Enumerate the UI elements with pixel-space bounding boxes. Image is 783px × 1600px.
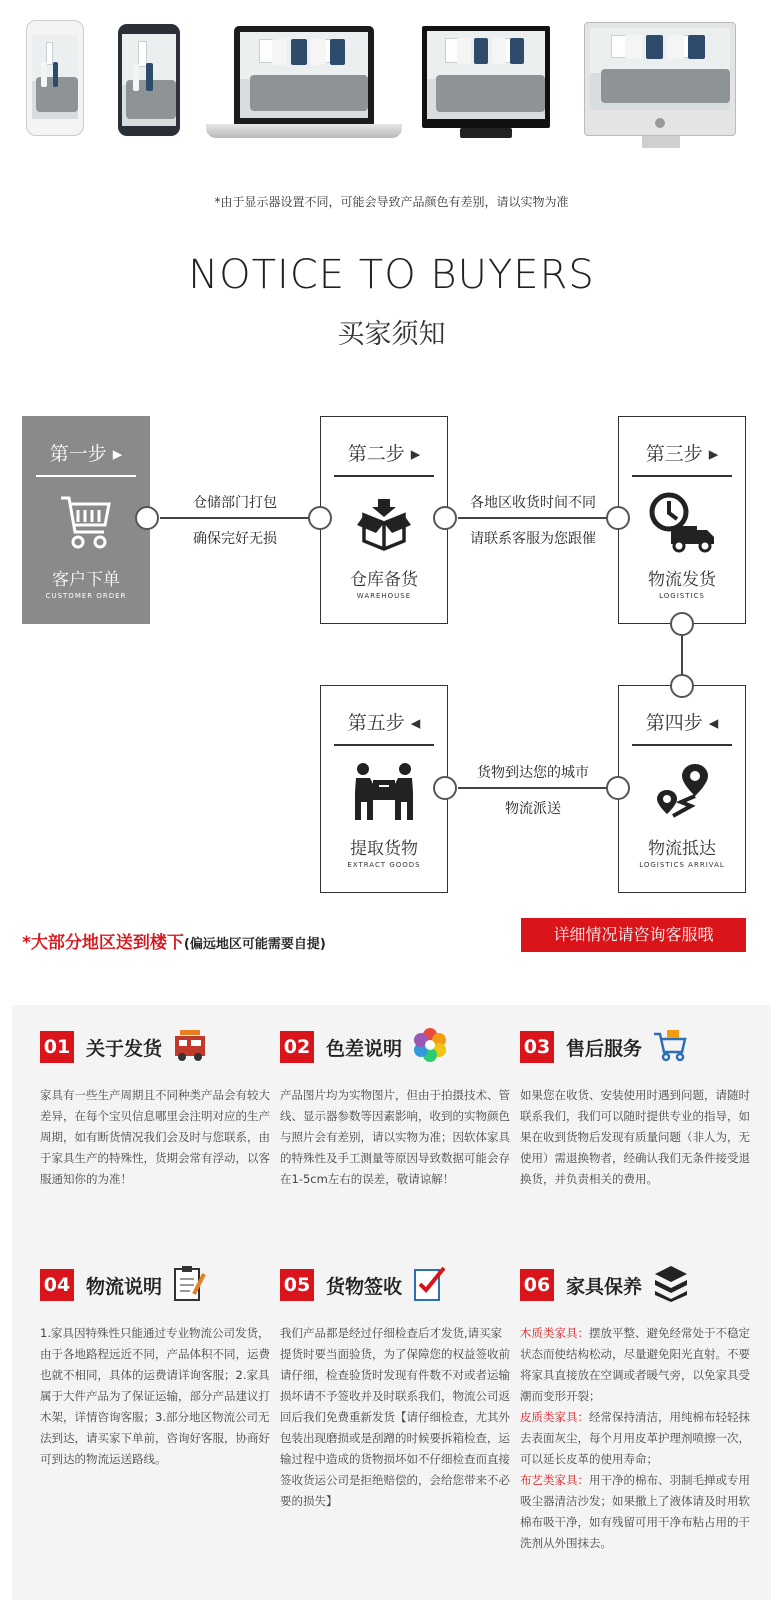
step-3-heading: 第三步 ▸ (645, 443, 719, 465)
card-after-sales (520, 1027, 750, 1190)
clipboard-pencil-icon (172, 1264, 206, 1306)
connector-line-1-2 (160, 517, 310, 519)
step-4-name: 物流抵达 (648, 839, 716, 859)
card-logistics (40, 1265, 270, 1470)
card-body: 1.家具因特殊性只能通过专业物流公司发货，由于各地路程远近不同，产品体积不同，运费也就不相同，具体的运费请详询客服；2.家具属于大件产品为了保证运输，部分产品建议打木架，详情咨询客服；3.部分地区物流公司无法到达，请买家下单前，咨询好客服，协商好可到达的物流运送路线。 (40, 1326, 270, 1466)
step-1-customer-order (22, 416, 150, 624)
consult-service-button[interactable]: 详细情况请咨询客服哦 (521, 918, 746, 952)
connector-dot (308, 506, 332, 530)
step-3-name: 物流发货 (648, 570, 716, 590)
step-4-en: LOGISTICS ARRIVAL (639, 861, 725, 869)
step-5-extract-goods (320, 685, 448, 893)
segment-text: 用干净的棉布、羽制毛掸或专用吸尘器清洁沙发；如果撒上了液体请及时用软棉布吸干净，如有残留可用干净布粘占用的干洗剂从外围抹去。 (520, 1473, 750, 1550)
card-number: 03 (520, 1031, 554, 1063)
card-maintenance (520, 1265, 750, 1554)
checklist-icon (412, 1264, 448, 1306)
color-disclaimer: *由于显示器设置不同，可能会导致产品颜色有差别，请以实物为准 (214, 195, 569, 209)
delivery-truck-icon (619, 483, 745, 563)
connector-line-4-5 (458, 787, 608, 789)
card-title: 家具保养 (566, 1275, 643, 1298)
card-color-difference (280, 1027, 510, 1190)
desktop-computer-image (584, 22, 736, 136)
step-4-heading: 第四步 ◂ (645, 712, 719, 734)
card-shipping (40, 1027, 270, 1190)
card-body: 我们产品都是经过仔细检查后才发货,请买家提货时要当面验货，为了保障您的权益签收前请仔细，检查验货时发现有件数不对或者运输损坏请不予签收并及时联系我们，物流公司返回后我们免费重新发货【请仔细检查，尤其外包装出现磨损或是刮蹭的时候要拆箱检查，运输过程中造成的货物损坏如不仔细检查而直接签收货运公司是拒绝赔偿的，会给您带来不必要的损失】 (280, 1326, 510, 1508)
connector-1-2-line2: 确保完好无损 (193, 531, 277, 547)
fire-truck-icon (172, 1028, 208, 1066)
segment-text: 经常保持清洁，用纯棉布轻轻抹去表面灰尘，每个月用皮革护理剂喷擦一次，可以延长皮革的使用寿命； (520, 1410, 750, 1466)
delivery-note-small: (偏远地区可能需要自提) (183, 937, 326, 952)
segment-text: 摆放平整、避免经常处于不稳定状态而使结构松动，尽量避免阳光直射。不要将家具直接放在空调或者暖气旁，以免家具受潮而变形开裂； (520, 1326, 750, 1403)
delivery-note (22, 928, 326, 953)
laptop-image (234, 26, 374, 124)
service-cart-icon (652, 1028, 688, 1066)
step-1-heading: 第一步 ▸ (49, 443, 123, 465)
color-wheel-icon (412, 1027, 448, 1067)
connector-1-2-line1: 仓储部门打包 (193, 495, 277, 511)
card-number: 02 (280, 1031, 314, 1063)
card-title: 关于发货 (86, 1037, 163, 1060)
apple-logo-icon (655, 118, 665, 128)
connector-line-2-3 (458, 517, 608, 519)
card-number: 04 (40, 1269, 74, 1301)
step-5-en: EXTRACT GOODS (347, 861, 421, 869)
segment-label: 皮质类家具： (520, 1410, 589, 1424)
step-2-warehouse (320, 416, 448, 624)
step-4-logistics-arrival (618, 685, 746, 893)
step-5-heading: 第五步 ◂ (347, 712, 421, 734)
monitor-stand (460, 128, 512, 138)
step-1-name: 客户下单 (52, 570, 120, 590)
connector-4-5-line1: 货物到达您的城市 (477, 765, 589, 781)
card-body (520, 1323, 750, 1554)
step-1-en: CUSTOMER ORDER (45, 592, 127, 600)
step-5-name: 提取货物 (350, 839, 418, 859)
connector-2-3-line1: 各地区收货时间不同 (470, 495, 596, 511)
shopping-cart-icon (23, 483, 149, 563)
card-body: 如果您在收货、安装使用时遇到问题，请随时联系我们，我们可以随时提供专业的指导，如果在收到货物后发现有质量问题（非人为，无使用）需退换物者，经确认我们无条件接受退换货，并负责相关的费用。 (520, 1088, 750, 1186)
people-carrying-box-icon (321, 752, 447, 832)
card-title: 货物签收 (326, 1275, 403, 1298)
card-number: 05 (280, 1269, 314, 1301)
connector-dot (670, 612, 694, 636)
package-icon (321, 483, 447, 563)
card-receipt (280, 1265, 510, 1512)
connector-2-3-line2: 请联系客服为您跟催 (470, 531, 596, 547)
card-body: 家具有一些生产周期且不同种类产品会有较大差异，在每个宝贝信息哪里会注明对应的生产周期，如有断货情况我们会及时与您联系，由于家具生产的特殊性，货期会常有浮动，以客服通知你的为准！ (40, 1088, 270, 1186)
connector-dot (670, 674, 694, 698)
card-body: 产品图片均为实物图片，但由于拍摄技术、管线、显示器参数等因素影响，收到的实物颜色与照片会有差别，请以实物为准；因软体家具的特殊性及手工测量等原因导致数据可能会存在1-5cm左右的误差，敬请谅解！ (280, 1088, 510, 1186)
card-title: 物流说明 (86, 1275, 163, 1298)
delivery-note-main: *大部分地区送到楼下 (22, 933, 184, 953)
card-title: 色差说明 (326, 1037, 403, 1060)
card-number: 01 (40, 1031, 74, 1063)
notice-subtitle: 买家须知 (337, 319, 446, 350)
white-phone-image (26, 20, 84, 136)
monitor-image (422, 26, 550, 128)
notice-title: NOTICE TO BUYERS (188, 252, 595, 298)
connector-4-5-line2: 物流派送 (505, 801, 561, 817)
desktop-stand (642, 136, 680, 148)
stacked-boxes-icon (652, 1264, 690, 1306)
step-3-en: LOGISTICS (659, 592, 705, 600)
info-panel (12, 1005, 771, 1600)
card-title: 售后服务 (566, 1037, 643, 1060)
step-2-name: 仓库备货 (350, 570, 418, 590)
location-route-icon (619, 752, 745, 832)
dark-phone-image (118, 24, 180, 136)
connector-dot (135, 506, 159, 530)
step-3-logistics (618, 416, 746, 624)
card-number: 06 (520, 1269, 554, 1301)
step-2-en: WAREHOUSE (356, 592, 412, 600)
step-2-heading: 第二步 ▸ (347, 443, 421, 465)
segment-label: 木质类家具： (520, 1326, 589, 1340)
laptop-base (206, 124, 402, 138)
segment-label: 布艺类家具： (520, 1473, 589, 1487)
